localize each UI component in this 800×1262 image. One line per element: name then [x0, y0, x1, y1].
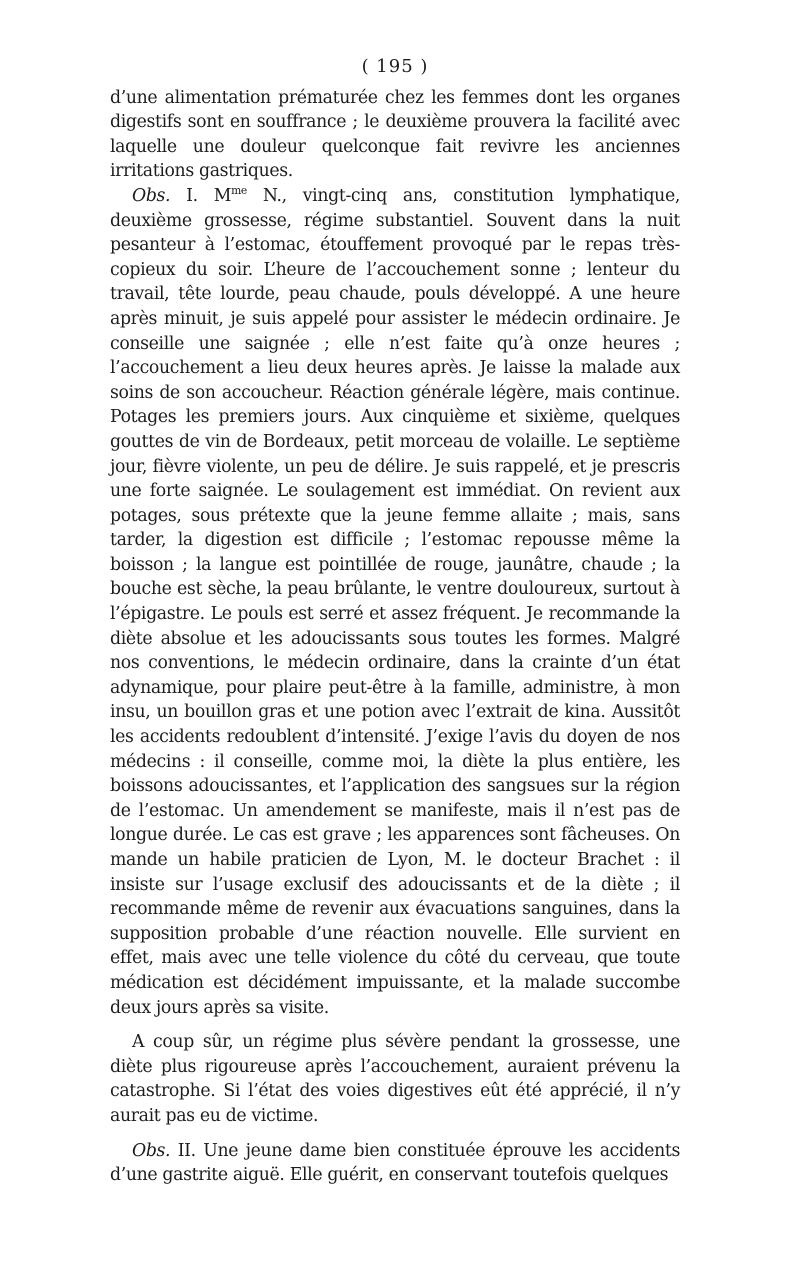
paragraph-observation-2: [110, 1139, 680, 1188]
observation-number: I.: [186, 185, 198, 206]
observation-number: II.: [177, 1140, 196, 1161]
honorific-superscript: me: [231, 184, 247, 198]
paragraph-observation-1: [110, 184, 680, 1020]
paragraph-text: A coup sûr, un régime plus sévère pendant la grossesse, une diète plus rigoureuse après l’accouchement, auraient prévenu la catastrophe. Si l’état des voies digestives eût été apprécié, il n’y aurait pas eu de victime.: [110, 1032, 680, 1126]
paragraph-text: N., vingt-cinq ans, constitution lymphatique, deuxième grossesse, régime substantiel. Souvent dans la nuit pesanteur à l’estomac, étouffement provoqué par le repas très-copieux du soir. L’heure de l’accouchement sonne ; lenteur du travail, tête lourde, peau chaude, pouls développé. A une heure après minuit, je suis appelé pour assister le médecin ordinaire. Je conseille une saignée ; elle n’est faite qu’à onze heures ; l’accouchement a lieu deux heures après. Je laisse la malade aux soins de son accoucheur. Réaction générale légère, mais continue. Potages les premiers jours. Aux cinquième et sixième, quelques gouttes de vin de Bordeaux, petit morceau de volaille. Le septième jour, fièvre violente, un peu de délire. Je suis rappelé, et je prescris une forte saignée. Le soulagement est immédiat. On revient aux potages, sous prétexte que la jeune femme allaite ; mais, sans tarder, la digestion est difficile ; l’estomac repousse même la boisson ; la langue est pointillée de rouge, jaunâtre, chaude ; la bouche est sèche, la peau brûlante, le ventre douloureux, surtout à l’épigastre. Le pouls est serré et assez fréquent. Je recommande la diète absolue et les adoucissants sous toutes les formes. Malgré nos conventions, le médecin ordinaire, dans la crainte d’un état adynamique, pour plaire peut-être à la famille, administre, à mon insu, un bouillon gras et une potion avec l’extrait de kina. Aussitôt les accidents redoublent d’intensité. J’exige l’avis du doyen de nos médecins : il conseille, comme moi, la diète la plus entière, les boissons adoucissantes, et l’application des sangsues sur la région de l’estomac. Un amendement se manifeste, mais il n’est pas de longue durée. Le cas est grave ; les apparences sont fâcheuses. On mande un habile praticien de Lyon, M. le docteur Brachet : il insiste sur l’usage exclusif des adoucissants et de la diète ; il recommande même de revenir aux évacuations sanguines, dans la supposition probable d’une réaction nouvelle. Elle survient en effet, mais avec une telle violence du côté du cerveau, que toute médication est décidément impuissante, et la malade succombe deux jours après sa visite.: [110, 185, 680, 1018]
paragraph-text: d’une alimentation prématurée chez les femmes dont les organes digestifs sont en souffrance ; le deuxième prouvera la facilité avec laquelle une douleur quelconque fait revivre les anciennes irritations gastriques.: [110, 87, 680, 182]
paragraph-conclusion: [110, 1030, 680, 1128]
honorific-letter: M: [213, 185, 232, 206]
paragraph-intro: [110, 86, 680, 184]
paragraph-text: Une jeune dame bien constituée éprouve les accidents d’une gastrite aiguë. Elle guérit, en conservant toutefois quelques: [110, 1140, 680, 1186]
observation-label: Obs.: [132, 185, 171, 206]
honorific: [214, 186, 247, 206]
page-number: ( 195 ): [361, 56, 429, 77]
document-page: [110, 55, 680, 1188]
observation-label: Obs.: [132, 1140, 171, 1161]
